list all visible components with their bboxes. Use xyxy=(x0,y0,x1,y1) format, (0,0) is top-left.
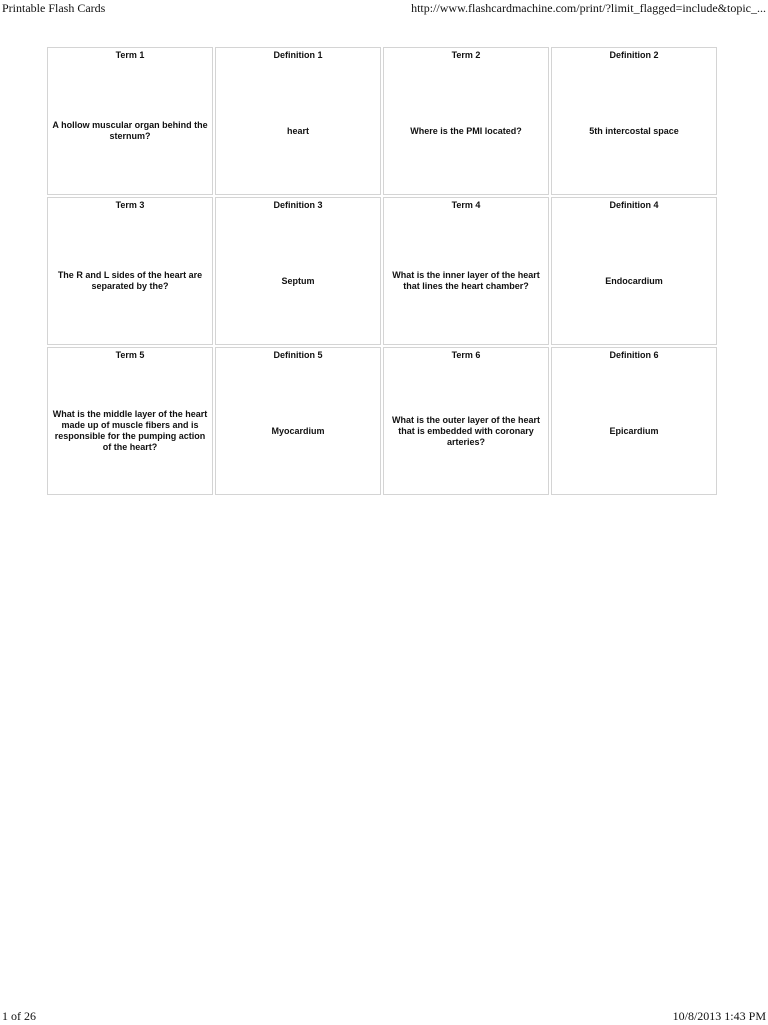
card-label: Term 6 xyxy=(451,350,481,360)
flash-card-term xyxy=(47,347,213,495)
card-label: Definition 1 xyxy=(273,50,323,60)
page-url: http://www.flashcardmachine.com/print/?limit_flagged=include&topic_... xyxy=(411,1,766,15)
flash-card-definition xyxy=(551,347,717,495)
card-label: Term 5 xyxy=(115,350,145,360)
card-text: Endocardium xyxy=(605,275,663,286)
flash-card-definition xyxy=(215,197,381,345)
card-text: What is the middle layer of the heart made up of muscle fibers and is responsible for the pumping action of the heart? xyxy=(52,409,208,452)
card-label: Definition 3 xyxy=(273,200,323,210)
card-label: Definition 2 xyxy=(609,50,659,60)
card-text: Septum xyxy=(281,275,315,286)
flash-card-term xyxy=(383,197,549,345)
print-footer xyxy=(0,1009,768,1025)
card-text: Where is the PMI located? xyxy=(410,125,522,136)
flash-card-definition xyxy=(551,197,717,345)
flash-card-definition xyxy=(215,47,381,195)
print-header xyxy=(0,1,768,17)
print-datetime: 10/8/2013 1:43 PM xyxy=(672,1009,766,1023)
card-text: What is the inner layer of the heart that lines the heart chamber? xyxy=(392,270,540,291)
flash-card-term xyxy=(383,47,549,195)
card-label: Definition 4 xyxy=(609,200,659,210)
card-text: Epicardium xyxy=(609,425,659,436)
flash-card-definition xyxy=(551,47,717,195)
card-text: What is the outer layer of the heart that is embedded with coronary arteries? xyxy=(391,414,541,447)
flash-card-definition xyxy=(215,347,381,495)
flash-card-term xyxy=(47,197,213,345)
card-label: Definition 6 xyxy=(609,350,659,360)
card-label: Term 2 xyxy=(451,50,481,60)
card-text: 5th intercostal space xyxy=(589,125,679,136)
page-title: Printable Flash Cards xyxy=(2,1,106,15)
card-label: Term 4 xyxy=(451,200,481,210)
card-text: The R and L sides of the heart are separated by the? xyxy=(57,270,203,291)
flash-card-term xyxy=(383,347,549,495)
card-label: Definition 5 xyxy=(273,350,323,360)
card-text: A hollow muscular organ behind the sternum? xyxy=(52,120,208,141)
page-number: 1 of 26 xyxy=(2,1009,36,1023)
card-text: Myocardium xyxy=(271,425,325,436)
card-label: Term 3 xyxy=(115,200,145,210)
card-text: heart xyxy=(286,125,309,136)
flash-card-grid xyxy=(47,47,717,495)
card-label: Term 1 xyxy=(115,50,145,60)
flash-card-term xyxy=(47,47,213,195)
